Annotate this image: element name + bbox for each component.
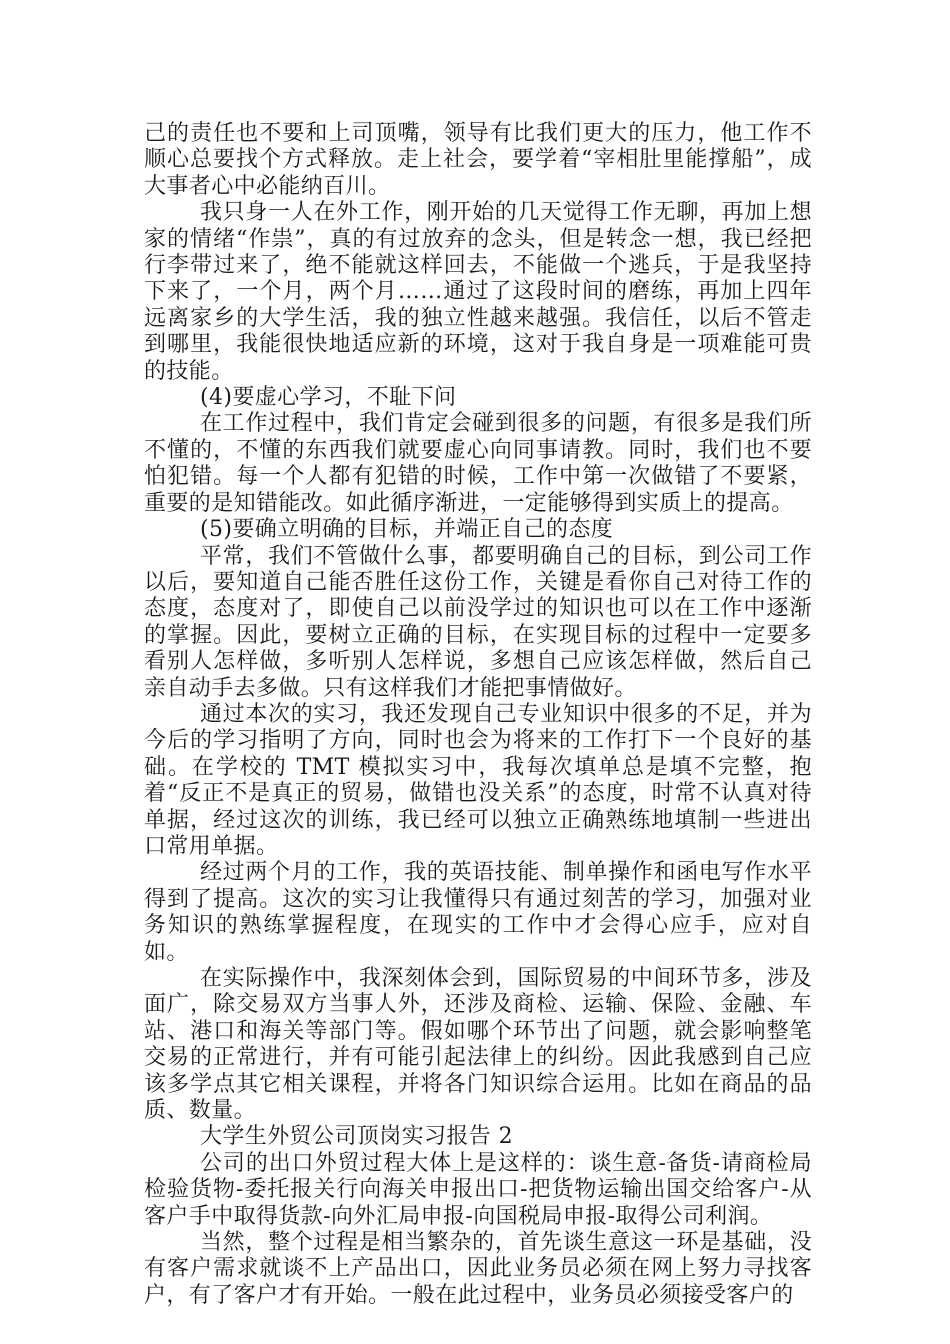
- section-heading: (4)要虚心学习，不耻下问: [200, 385, 457, 411]
- paragraph: 我只身一人在外工作，刚开始的几天觉得工作无聊，再加上想家的情绪“作祟”，真的有过放弃的念头，但是转念一想，我已经把行李带过来了，绝不能就这样回去，不能做一个逃兵，于是我坚持下来了，一个月，两个月……通过了这段时间的磨练，再加上四年远离家乡的大学生活，我的独立性越来越强。我信任，以后不管走到哪里，我能很快地适应新的环境，这对于我自身是一项难能可贵的技能。: [144, 200, 812, 384]
- paragraph: 当然，整个过程是相当繁杂的，首先谈生意这一环是基础，没有客户需求就谈不上产品出口，因此业务员必须在网上努力寻找客户，有了客户才有开始。一般在此过程中，业务员必须接受客户的: [144, 1230, 812, 1308]
- report-title: 大学生外贸公司顶岗实习报告 2: [200, 1124, 513, 1150]
- paragraph: 经过两个月的工作，我的英语技能、制单操作和函电写作水平得到了提高。这次的实习让我懂得只有通过刻苦的学习，加强对业务知识的熟练掌握程度，在现实的工作中才会得心应手，应对自如。: [144, 860, 812, 965]
- document-body: [144, 121, 812, 1309]
- section-heading: (5)要确立明确的目标，并端正自己的态度: [200, 517, 614, 543]
- paragraph-continuation: 己的责任也不要和上司顶嘴，领导有比我们更大的压力，他工作不顺心总要找个方式释放。走上社会，要学着“宰相肚里能撑船”，成大事者心中必能纳百川。: [144, 121, 812, 199]
- paragraph: 平常，我们不管做什么事，都要明确自己的目标，到公司工作以后，要知道自己能否胜任这份工作，关键是看你自己对待工作的态度，态度对了，即使自己以前没学过的知识也可以在工作中逐渐的掌握。因此，要树立正确的目标，在实现目标的过程中一定要多看别人怎样做，多听别人怎样说，多想自己应该怎样做，然后自己亲自动手去多做。只有这样我们才能把事情做好。: [144, 543, 812, 701]
- paragraph: 通过本次的实习，我还发现自己专业知识中很多的不足，并为今后的学习指明了方向，同时也会为将来的工作打下一个良好的基础。在学校的 TMT 模拟实习中，我每次填单总是填不完整，抱着“反正不是真正的贸易，做错也没关系”的态度，时常不认真对待单据，经过这次的训练，我已经可以独立正确熟练地填制一些进出口常用单据。: [144, 701, 812, 859]
- paragraph: 公司的出口外贸过程大体上是这样的：谈生意-备货-请商检局检验货物-委托报关行向海关申报出口-把货物运输出国交给客户-从客户手中取得货款-向外汇局申报-向国税局申报-取得公司利润。: [144, 1150, 812, 1229]
- paragraph: 在工作过程中，我们肯定会碰到很多的问题，有很多是我们所不懂的，不懂的东西我们就要虚心向同事请教。同时，我们也不要怕犯错。每一个人都有犯错的时候，工作中第一次做错了不要紧，重要的是知错能改。如此循序渐进，一定能够得到实质上的提高。: [144, 411, 812, 516]
- paragraph: 在实际操作中，我深刻体会到，国际贸易的中间环节多，涉及面广，除交易双方当事人外，还涉及商检、运输、保险、金融、车站、港口和海关等部门等。假如哪个环节出了问题，就会影响整笔交易的正常进行，并有可能引起法律上的纠纷。因此我感到自己应该多学点其它相关课程，并将各门知识综合运用。比如在商品的品质、数量。: [144, 966, 812, 1124]
